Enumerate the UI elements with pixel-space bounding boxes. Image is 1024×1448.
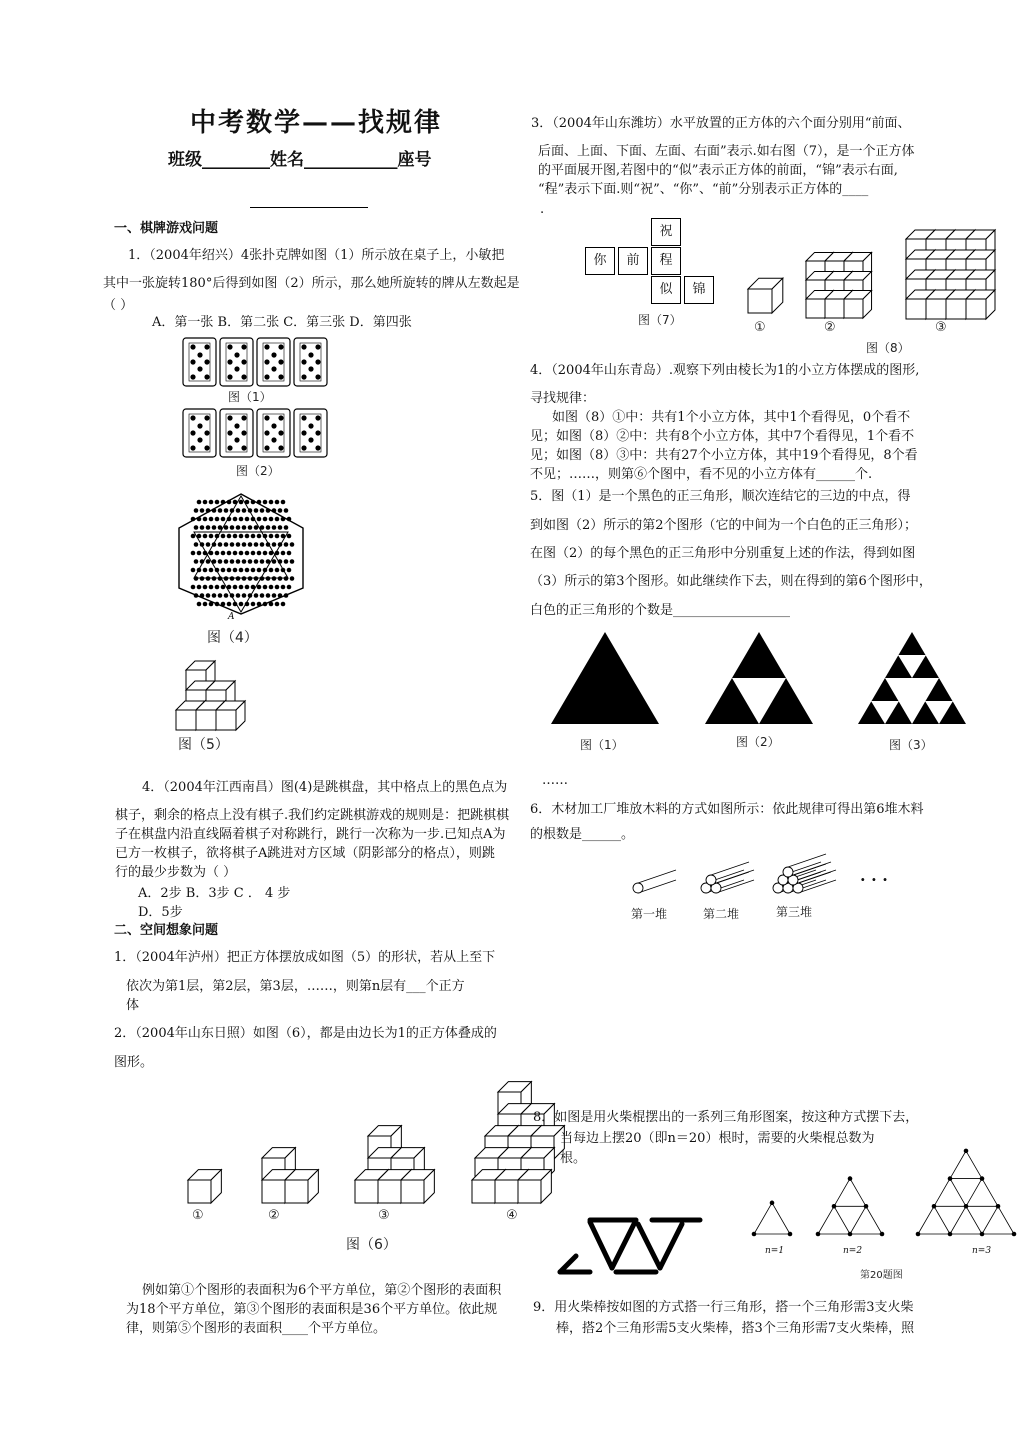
n-label-2: n=2 xyxy=(843,1246,863,1256)
example-text: 例如第①个图形的表面积为6个平方单位，第②个图形的表面积 xyxy=(142,1283,502,1298)
wood-label-2: 第二堆 xyxy=(703,907,740,921)
q4-text: 棋子，剩余的格点上没有棋子.我们约定跳棋游戏的规则是：把跳棋棋 xyxy=(115,808,510,823)
q1-text: 1．（2004年绍兴）4张扑克牌如图（1）所示放在桌子上，小敏把 xyxy=(128,248,505,263)
section-1-heading: 一、棋牌游戏问题 xyxy=(114,221,219,236)
q4r-text: 见；如图（8）②中：共有8个小立方体，其中7个看得见，1个看不 xyxy=(530,429,915,444)
fig8-label-3: ③ xyxy=(935,320,947,335)
fig7-caption: 图（7） xyxy=(638,313,682,327)
matchstick-row xyxy=(556,1212,716,1282)
q4r-text: 4．（2004年山东青岛）.观察下列由棱长为1的小立方体摆成的图形, xyxy=(530,363,920,378)
q4-text: 4．（2004年江西南昌）图(4)是跳棋盘，其中格点上的黑色点为 xyxy=(142,780,508,795)
q3-text: 后面、上面、下面、左面、右面”表示.如右图（7），是一个正方体 xyxy=(538,144,915,159)
tri-caption-3: 图（3） xyxy=(889,738,933,752)
fig8-caption: 图（8） xyxy=(866,341,910,355)
q4r-text: 如图（8）①中：共有1个小立方体，其中1个看得见，0个看不 xyxy=(552,410,911,425)
n-label-1: n=1 xyxy=(765,1246,785,1256)
q5-text: 白色的正三角形的个数是__________________ xyxy=(530,603,791,618)
s2-text: 2．（2004年山东日照）如图（6），都是由边长为1的正方体叠成的 xyxy=(114,1026,497,1041)
q4-option-d: D．5步 xyxy=(138,905,183,920)
cube-blocks-fig8 xyxy=(744,225,1004,335)
q6-text: 的根数是______。 xyxy=(530,827,635,842)
playing-cards-fig2 xyxy=(182,408,332,460)
example-text: 律，则第⑤个图形的表面积____个平方单位。 xyxy=(126,1321,387,1336)
fig6-label-3: ③ xyxy=(378,1208,390,1223)
s1-text: 1．（2004年泸州）把正方体摆放成如图（5）的形状，若从上至下 xyxy=(114,950,496,965)
s1-text: 体 xyxy=(126,998,140,1013)
sierpinski-triangle-3 xyxy=(856,630,968,726)
example-text: 为18个平方单位，第③个图形的表面积是36个平方单位。依此规 xyxy=(126,1302,498,1317)
n-label-3: n=3 xyxy=(972,1246,992,1256)
section-2-heading: 二、空间想象问题 xyxy=(114,923,219,938)
fig4-caption: 图（4） xyxy=(207,630,258,646)
net-cell-zhu: 祝 xyxy=(651,218,681,246)
point-a-label: A xyxy=(228,612,235,622)
net-cell-jin: 锦 xyxy=(684,276,714,304)
q4r-text: 见；如图（8）③中：共有27个小立方体，其中19个看得见，8个看 xyxy=(530,448,918,463)
q4-text: 子在棋盘内沿直线隔着棋子对称跳行，跳行一次称为一步.已知点A为 xyxy=(115,827,506,842)
sierpinski-triangle-2 xyxy=(703,630,815,726)
net-cell-si: 似 xyxy=(651,276,681,304)
q4-options: A．2步 B．3步 C ． 4 步 xyxy=(138,886,291,901)
net-cell-ni: 你 xyxy=(585,247,615,275)
q1-options: A．第一张 B．第二张 C．第三张 D．第四张 xyxy=(152,315,412,330)
page-title: 中考数学——找规律 xyxy=(190,108,443,138)
wood-ellipsis: · · · xyxy=(860,870,888,889)
q5-text: （3）所示的第3个图形。如此继续作下去，则在得到的第6个图形中， xyxy=(530,574,932,589)
q3-text: 3．（2004年山东潍坊）水平放置的正方体的六个面分别用“前面、 xyxy=(531,116,911,131)
q6-text: 6．木材加工厂堆放木料的方式如图所示：依此规律可得出第6堆木料 xyxy=(530,802,924,817)
q3-text: 的平面展开图,若图中的“似”表示正方体的前面，“锦”表示右面, xyxy=(538,163,898,178)
q9-text: 9．用火柴棒按如图的方式搭一行三角形，搭一个三角形需3支火柴 xyxy=(533,1300,914,1315)
cube-staircase-fig5 xyxy=(172,660,252,730)
fig5-caption: 图（5） xyxy=(178,737,229,753)
q1-text: 其中一张旋转180°后得到如图（2）所示，那么她所旋转的牌从左数起是 xyxy=(103,276,520,291)
ellipsis-text: …… xyxy=(542,773,568,788)
wood-label-3: 第三堆 xyxy=(776,905,813,919)
playing-cards-fig1 xyxy=(182,337,332,389)
fig8-label-1: ① xyxy=(754,320,766,335)
q5-text: 在图（2）的每个黑色的正三角形中分别重复上述的作法，得到如图 xyxy=(530,546,916,561)
q4-text: 行的最少步数为（ ） xyxy=(115,865,237,880)
q8-text: 8．如图是用火柴棍摆出的一系列三角形图案，按这种方式摆下去， xyxy=(533,1110,919,1125)
fig20-caption: 第20题图 xyxy=(860,1270,903,1281)
q3-text: . xyxy=(540,202,545,217)
matchstick-triangle-patterns xyxy=(744,1130,1024,1250)
wood-piles xyxy=(628,850,828,900)
q4r-text: 寻找规律： xyxy=(530,391,596,406)
q8-text: 根。 xyxy=(560,1151,587,1166)
fig6-label-4: ④ xyxy=(506,1208,518,1223)
fig1-caption: 图（1） xyxy=(228,390,272,404)
q3-text: “程”表示下面.则“祝”、“你”、“前”分别表示正方体的____ xyxy=(538,182,869,197)
header-fields: 班级________姓名___________座号 xyxy=(168,150,432,170)
fig6-caption: 图（6） xyxy=(346,1237,397,1253)
net-cell-qian: 前 xyxy=(618,247,648,275)
chinese-checkers-board xyxy=(176,492,306,617)
wood-label-1: 第一堆 xyxy=(631,907,668,921)
fig6-label-1: ① xyxy=(192,1208,204,1223)
s2-text: 图形。 xyxy=(114,1055,154,1070)
fig6-label-2: ② xyxy=(268,1208,280,1223)
tri-caption-2: 图（2） xyxy=(736,735,780,749)
sierpinski-triangle-1 xyxy=(549,630,661,726)
q9-text: 棒，搭2个三角形需5支火柴棒，搭3个三角形需7支火柴棒，照 xyxy=(556,1321,915,1336)
q5-text: 到如图（2）所示的第2个图形（它的中间为一个白色的正三角形）； xyxy=(530,518,918,533)
q8-text: 当每边上摆20（即n＝20）根时，需要的火柴棍总数为 xyxy=(560,1131,875,1146)
header-divider xyxy=(250,207,368,208)
q5-text: 5．图（1）是一个黑色的正三角形，顺次连结它的三边的中点，得 xyxy=(530,489,911,504)
q4r-text: 不见；……，则第⑥个图中，看不见的小立方体有______个. xyxy=(530,467,873,482)
net-cell-cheng: 程 xyxy=(651,247,681,275)
tri-caption-1: 图（1） xyxy=(580,738,624,752)
fig8-label-2: ② xyxy=(824,320,836,335)
fig2-caption: 图（2） xyxy=(236,464,280,478)
q4-text: 已方一枚棋子，欲将棋子A跳进对方区域（阴影部分的格点），则跳 xyxy=(115,846,495,861)
q1-text: （ ） xyxy=(103,298,134,313)
s1-text: 依次为第1层，第2层，第3层，……，则第n层有___个正方 xyxy=(126,979,465,994)
cube-pyramids-fig6 xyxy=(180,1078,560,1228)
